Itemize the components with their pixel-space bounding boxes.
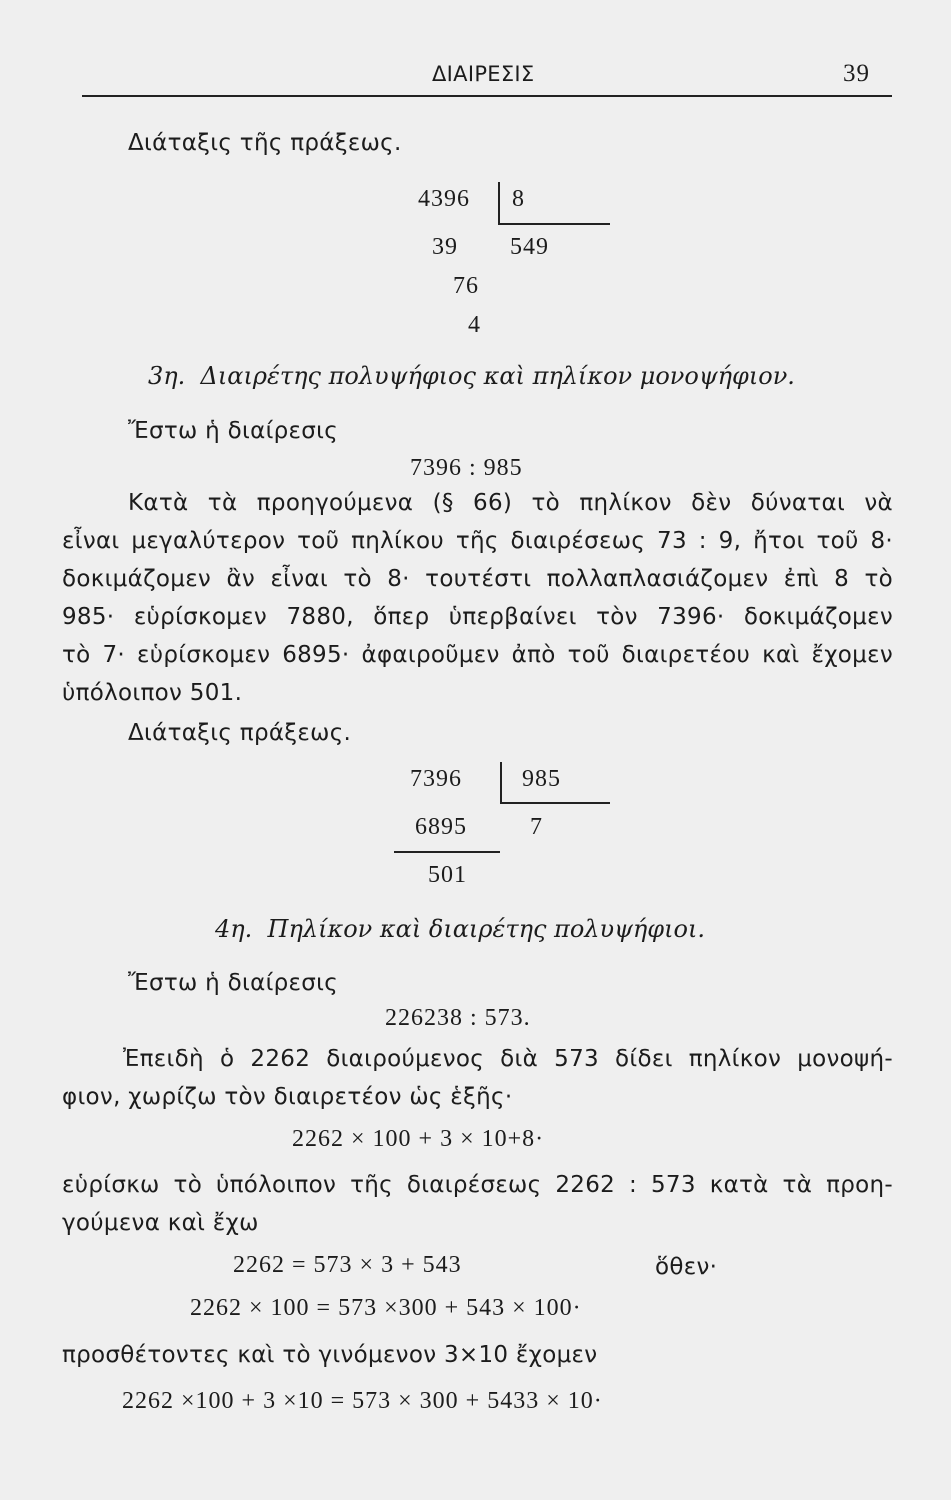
section-number-4: 4η [215, 915, 245, 943]
remainder-3: 501 [428, 862, 467, 888]
arrangement-label-3: Διάταξις πράξεως. [128, 720, 352, 746]
paragraph-line: εὑρίσκω τὸ ὑπόλοιπον τῆς διαιρέσεως 2262 : 573 κατὰ τὰ προη- [62, 1172, 893, 1198]
section-heading-4: 4η. Πηλίκον καὶ διαιρέτης πολυψήφιοι. [215, 915, 705, 943]
equation-2: 2262 = 573 × 3 + 543 [233, 1252, 462, 1278]
division-bar-3 [500, 762, 502, 802]
partial-dividend-2: 76 [453, 273, 479, 299]
remainder-1: 4 [468, 312, 481, 338]
section-title-3: Διαιρέτης πολυψήφιος καὶ πηλίκον μονοψήφιον. [200, 362, 795, 390]
dividend-3: 7396 [410, 766, 462, 792]
subtrahend-3: 6895 [415, 814, 467, 840]
arrangement-label-1: Διάταξις τῆς πράξεως. [128, 130, 402, 156]
division-expression-3: 7396 : 985 [410, 455, 523, 481]
quotient-3: 7 [530, 814, 543, 840]
equation-3: 2262 × 100 = 573 ×300 + 543 × 100· [190, 1295, 582, 1321]
subtraction-line-3 [394, 851, 500, 853]
section-number-3: 3η [148, 362, 178, 390]
paragraph-line: εἶναι μεγαλύτερον τοῦ πηλίκου τῆς διαιρέσεως 73 : 9, ἤτοι τοῦ 8· [62, 528, 893, 554]
paragraph-line: Κατὰ τὰ προηγούμενα (§ 66) τὸ πηλίκον δὲν δύναται νὰ [128, 490, 893, 516]
divisor-3: 985 [522, 766, 561, 792]
equation-4: 2262 ×100 + 3 ×10 = 573 × 300 + 5433 × 10· [122, 1388, 603, 1414]
paragraph-line: προσθέτοντες καὶ τὸ γινόμενον 3×10 ἔχομεν [62, 1342, 598, 1368]
divisor-1: 8 [512, 186, 525, 212]
running-header-title: ΔΙΑΙΡΕΣΙΣ [432, 62, 535, 86]
page-number: 39 [843, 60, 870, 87]
equation-2-suffix: ὅθεν· [655, 1254, 718, 1280]
paragraph-line: τὸ 7· εὑρίσκομεν 6895· ἀφαιροῦμεν ἀπὸ τοῦ διαιρετέου καὶ ἔχομεν [62, 642, 893, 668]
quotient-1: 549 [510, 234, 549, 260]
quotient-line-1 [498, 223, 610, 225]
division-intro-4: Ἔστω ἡ διαίρεσις [128, 970, 339, 996]
partial-dividend-1: 39 [432, 234, 458, 260]
equation-1: 2262 × 100 + 3 × 10+8· [292, 1126, 545, 1152]
paragraph-line: Ἐπειδὴ ὁ 2262 διαιρούμενος διὰ 573 δίδει πηλίκον μονοψή- [123, 1046, 893, 1072]
paragraph-line: φιον, χωρίζω τὸν διαιρετέον ὡς ἑξῆς· [62, 1084, 513, 1110]
division-expression-4: 226238 : 573. [385, 1005, 531, 1031]
header-rule [82, 95, 892, 97]
division-bar-1 [498, 182, 500, 224]
section-heading-3: 3η. Διαιρέτης πολυψήφιος καὶ πηλίκον μονοψήφιον. [148, 362, 795, 390]
division-intro-3: Ἔστω ἡ διαίρεσις [128, 418, 339, 444]
dividend-1: 4396 [418, 186, 470, 212]
paragraph-line: γούμενα καὶ ἔχω [62, 1210, 259, 1236]
paragraph-line: 985· εὑρίσκομεν 7880, ὅπερ ὑπερβαίνει τὸν 7396· δοκιμάζομεν [62, 604, 893, 630]
section-title-4: Πηλίκον καὶ διαιρέτης πολυψήφιοι. [267, 915, 705, 943]
paragraph-line: ὑπόλοιπον 501. [62, 680, 243, 706]
paragraph-line: δοκιμάζομεν ἂν εἶναι τὸ 8· τουτέστι πολλαπλασιάζομεν ἐπὶ 8 τὸ [62, 566, 893, 592]
quotient-line-3 [500, 802, 610, 804]
